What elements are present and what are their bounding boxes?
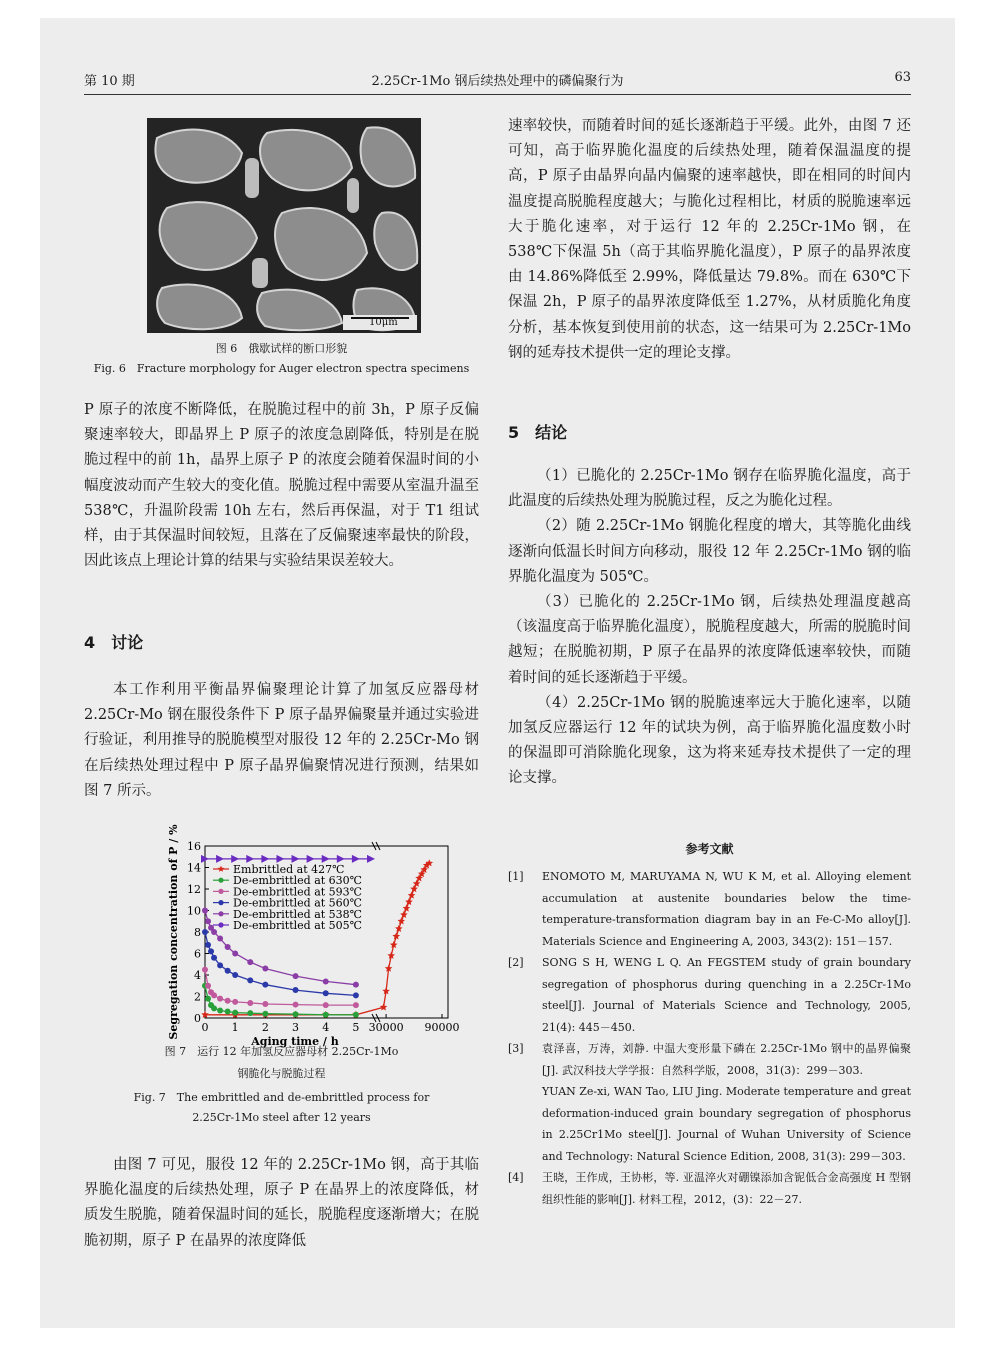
y-tick-label: 10 — [187, 904, 201, 918]
legend-entry: De-embrittled at 593℃ — [233, 885, 362, 899]
data-point-star — [400, 911, 408, 918]
figure6-caption-en: Fig. 6 Fracture morphology for Auger electron spectra specimens — [93, 362, 470, 375]
data-point — [225, 1009, 231, 1015]
data-point — [293, 987, 299, 993]
data-point — [217, 935, 223, 941]
reference-text: 王晓，王作成，王协彬，等. 亚温淬火对硼镍添加含铌低合金高强度 H 型钢组织性能的影响[J]. 材料工程，2012，(3)：22－27. — [542, 1171, 911, 1206]
data-point — [262, 982, 268, 988]
reference-text: SONG S H, WENG L Q. An FEGSTEM study of grain boundary segregation of phosphorus during quenching in a 2.25Cr-1Mo steel[J]. Journal of Materials Science and Technology, 2005, 21(4): 445－450. — [542, 956, 911, 1034]
data-point — [205, 996, 211, 1002]
data-point — [262, 1011, 268, 1017]
data-point — [293, 1002, 299, 1008]
data-point — [353, 982, 359, 988]
data-point — [323, 990, 329, 996]
legend-marker — [218, 911, 223, 916]
data-point — [217, 1007, 223, 1013]
data-point-star — [395, 925, 403, 932]
legend-entry: Embrittled at 427℃ — [233, 863, 345, 876]
reference-number: [3] — [508, 1042, 524, 1055]
section-5-heading: 5 结论 — [508, 423, 568, 442]
reference-item — [508, 952, 911, 1038]
data-point — [247, 1000, 253, 1006]
conclusion-4: （4）2.25Cr-1Mo 钢的脱脆速率远大于脆化速率，以随加氢反应器运行 12 年的试块为例，高于临界脆化温度数小时的保温即可消除脆化现象，这为将来延寿技术提供了一定的理论支撑。 — [508, 694, 911, 787]
data-point-star — [380, 1003, 388, 1010]
x-tick-label: 5 — [352, 1021, 360, 1034]
data-point — [225, 944, 231, 950]
data-point-triangle — [352, 855, 360, 863]
legend-entry: De-embrittled at 630℃ — [233, 874, 362, 888]
reference-item — [508, 866, 911, 952]
data-point — [232, 951, 238, 957]
reference-number: [2] — [508, 956, 524, 969]
fracture-micrograph — [147, 118, 421, 333]
references-heading: 参考文献 — [685, 842, 734, 856]
data-point-triangle — [261, 855, 269, 863]
reference-number: [4] — [508, 1171, 524, 1184]
y-tick-label: 12 — [187, 883, 201, 896]
data-point — [205, 918, 211, 924]
conclusions — [508, 464, 911, 792]
data-point — [211, 955, 217, 961]
left-column-mid — [84, 678, 479, 804]
y-tick-label: 14 — [187, 861, 201, 875]
data-point — [211, 1005, 217, 1011]
data-point-triangle — [367, 855, 375, 863]
section-4-heading: 4 讨论 — [84, 633, 144, 652]
data-point — [353, 992, 359, 998]
figure7-caption-zh-2: 钢脆化与脱脆过程 — [237, 1067, 326, 1080]
issue-number: 第 10 期 — [84, 74, 135, 89]
y-axis-label: Segregation concentration of P / % — [167, 824, 180, 1040]
x-tick-label: 0 — [201, 1021, 209, 1034]
scale-bar-label: 10μm — [369, 317, 398, 328]
page-number: 63 — [894, 70, 911, 85]
data-point-triangle — [337, 855, 345, 863]
y-tick-label: 16 — [187, 840, 201, 853]
legend-marker — [218, 922, 223, 927]
reference-number: [1] — [508, 870, 524, 883]
data-point — [211, 929, 217, 935]
data-point — [225, 998, 231, 1004]
data-point-triangle — [292, 855, 300, 863]
reference-text: 袁泽喜，万涛，刘静. 中温大变形量下磷在 2.25Cr-1Mo 钢中的晶界偏聚[J]. 武汉科技大学学报：自然科学版，2008，31(3)：299－303. — [542, 1042, 911, 1077]
data-point-star — [398, 917, 406, 924]
legend-entry: De-embrittled at 538℃ — [233, 907, 362, 921]
figure7-chart — [130, 818, 460, 1048]
data-point — [205, 983, 211, 989]
series-line — [205, 932, 356, 995]
data-point-star — [403, 904, 411, 911]
figure7-caption-en-1: Fig. 7 The embrittled and de-embrittled process for — [133, 1091, 430, 1104]
left-paragraph-1: P 原子的浓度不断降低，在脱脆过程中的前 3h，P 原子反偏聚速率较大，即晶界上 P 原子的浓度急剧降低，特别是在脱脆过程中的前 1h，晶界上原子 P 的浓度会随着保温时间的小幅度波动而产生较大的变化值。脱脆过程中需要从室温升温至 538℃，升温阶段需 10h 左右，然后再保温，对于 T1 组试样，由于其保温时间较短，且落在了反偏聚速率最快的阶段，因此该点上理论计算的结果与实验结果误差较大。 — [84, 402, 479, 570]
conclusion-1: （1）已脆化的 2.25Cr-1Mo 钢存在临界脆化温度，高于此温度的后续热处理为脱脆过程，反之为脆化过程。 — [508, 468, 911, 510]
header-rule — [84, 94, 911, 95]
reference-item — [508, 1038, 911, 1081]
y-tick-label: 0 — [194, 1012, 201, 1025]
data-point — [202, 929, 208, 935]
data-point-triangle — [246, 855, 254, 863]
data-point-triangle — [216, 855, 224, 863]
data-point — [247, 959, 253, 965]
figure6-caption-zh: 图 6 俄歇试样的断口形貌 — [215, 342, 348, 355]
x-tick-label: 4 — [322, 1021, 330, 1034]
data-point — [353, 1012, 359, 1018]
reference-item — [508, 1081, 911, 1167]
data-point — [232, 1010, 238, 1016]
conclusion-3: （3）已脆化的 2.25Cr-1Mo 钢，后续热处理温度越高（该温度高于临界脆化温度），脱脆程度越大，所需的脱脆时间越短；在脱脆初期，P 原子在晶界的浓度降低速率较快，而随着时间的延长逐渐趋于平缓。 — [508, 594, 911, 686]
data-point — [293, 1011, 299, 1017]
left-column-bottom — [84, 1153, 479, 1254]
data-point — [323, 1002, 329, 1008]
data-point — [205, 942, 211, 948]
data-point — [247, 1010, 253, 1016]
data-point — [208, 948, 214, 954]
figure7-caption-en-2: 2.25Cr-1Mo steel after 12 years — [192, 1111, 371, 1124]
data-point — [293, 973, 299, 979]
data-point-triangle — [276, 855, 284, 863]
data-point — [232, 972, 238, 978]
x-tick-label: 2 — [261, 1021, 269, 1034]
data-point — [225, 968, 231, 974]
running-header — [84, 70, 911, 90]
data-point — [262, 1001, 268, 1007]
data-point — [262, 966, 268, 972]
data-point — [232, 999, 238, 1005]
y-tick-label: 8 — [194, 926, 201, 939]
data-point — [323, 1012, 329, 1018]
y-tick-label: 2 — [194, 990, 201, 1004]
data-point — [217, 996, 223, 1002]
data-point — [217, 962, 223, 968]
x-tick-label: 30000 — [368, 1021, 404, 1034]
legend-marker — [218, 900, 223, 905]
data-point-triangle — [231, 855, 239, 863]
data-point-star — [410, 885, 418, 892]
y-tick-label: 6 — [194, 947, 201, 961]
right-column-top — [508, 114, 911, 366]
x-tick-label: 1 — [231, 1021, 239, 1034]
legend-marker — [218, 889, 223, 894]
data-point — [323, 978, 329, 984]
legend-marker — [218, 878, 223, 883]
y-tick-label: 4 — [194, 969, 201, 982]
reference-text: YUAN Ze-xi, WAN Tao, LIU Jing. Moderate temperature and great deformation-induced grain boundary segregation of phosphorus in 2.25Cr1Mo steel[J]. Journal of Wuhan University of Science and Technology: Natural Science Edition, 2008, 31(3): 299－303. — [542, 1085, 911, 1163]
data-point — [202, 967, 208, 973]
data-point — [202, 908, 208, 914]
right-paragraph-1: 速率较快，而随着时间的延长逐渐趋于平缓。此外，由图 7 还可知，高于临界脆化温度的后续热处理，随着保温温度的提高，P 原子由晶界向晶内偏聚的速率越快，即在相同的时间内温度提高脱脆程度越大；与脆化过程相比，材质的脱脆速率远大于脆化速率，对于运行 12 年的 2.25Cr-1Mo 钢，在 538℃下保温 5h（高于其临界脆化温度），P 原子的晶界浓度由 14.86%降低至 2.99%，降低量达 79.8%。而在 630℃下保温 2h，P 原子的晶界浓度降低至 1.27%，从材质脆化角度分析，基本恢复到使用前的状态，这一结果可为 2.25Cr-1Mo 钢的延寿技术提供一定的理论支撑。 — [508, 118, 911, 361]
left-paragraph-2: 本工作利用平衡晶界偏聚理论计算了加氢反应器母材 2.25Cr-Mo 钢在服役条件下 P 原子晶界偏聚量并通过实验进行验证，利用推导的脱脆模型对服役 12 年的 2.25Cr-Mo 钢在后续热处理过程中 P 原子晶界偏聚情况进行预测，结果如图 7 所示。 — [84, 682, 479, 799]
data-point-triangle — [307, 855, 315, 863]
data-point — [247, 977, 253, 983]
data-point — [211, 992, 217, 998]
data-point-star — [405, 898, 413, 905]
legend-entry: De-embrittled at 505℃ — [233, 919, 362, 932]
figure7-caption-zh-1: 图 7 运行 12 年加氢反应器母材 2.25Cr-1Mo — [164, 1045, 399, 1058]
left-column-top — [84, 398, 479, 574]
reference-text: ENOMOTO M, MARUYAMA N, WU K M, et al. Alloying element accumulation at austenite boundaries below the time-temperature-transformation diagram bay in an Fe-C-Mo alloy[J]. Materials Science and Engineering A, 2003, 343(2): 151－157. — [542, 870, 911, 948]
reference-list — [508, 866, 911, 1210]
running-title: 2.25Cr-1Mo 钢后续热处理中的磷偏聚行为 — [371, 74, 624, 89]
x-tick-label: 90000 — [424, 1021, 460, 1034]
data-point-star — [408, 892, 416, 899]
data-point-triangle — [322, 855, 330, 863]
data-point-star — [218, 866, 225, 872]
conclusion-2: （2）随 2.25Cr-1Mo 钢脆化程度的增大，其等脆化曲线逐渐向低温长时间方向移动，服役 12 年 2.25Cr-1Mo 钢的临界脆化温度为 505℃。 — [508, 518, 911, 585]
data-point — [353, 1002, 359, 1008]
legend-entry: De-embrittled at 560℃ — [233, 896, 362, 910]
x-tick-label: 3 — [292, 1021, 300, 1034]
left-paragraph-3: 由图 7 可见，服役 12 年的 2.25Cr-1Mo 钢，高于其临界脆化温度的后续热处理，原子 P 在晶界上的浓度降低，材质发生脱脆，随着保温时间的延长，脱脆程度逐渐增大；在脱脆初期，原子 P 在晶界的浓度降低 — [84, 1157, 479, 1249]
x-axis-label: Aging time / h — [251, 1035, 339, 1048]
journal-page — [40, 18, 955, 1328]
reference-item — [508, 1167, 911, 1210]
